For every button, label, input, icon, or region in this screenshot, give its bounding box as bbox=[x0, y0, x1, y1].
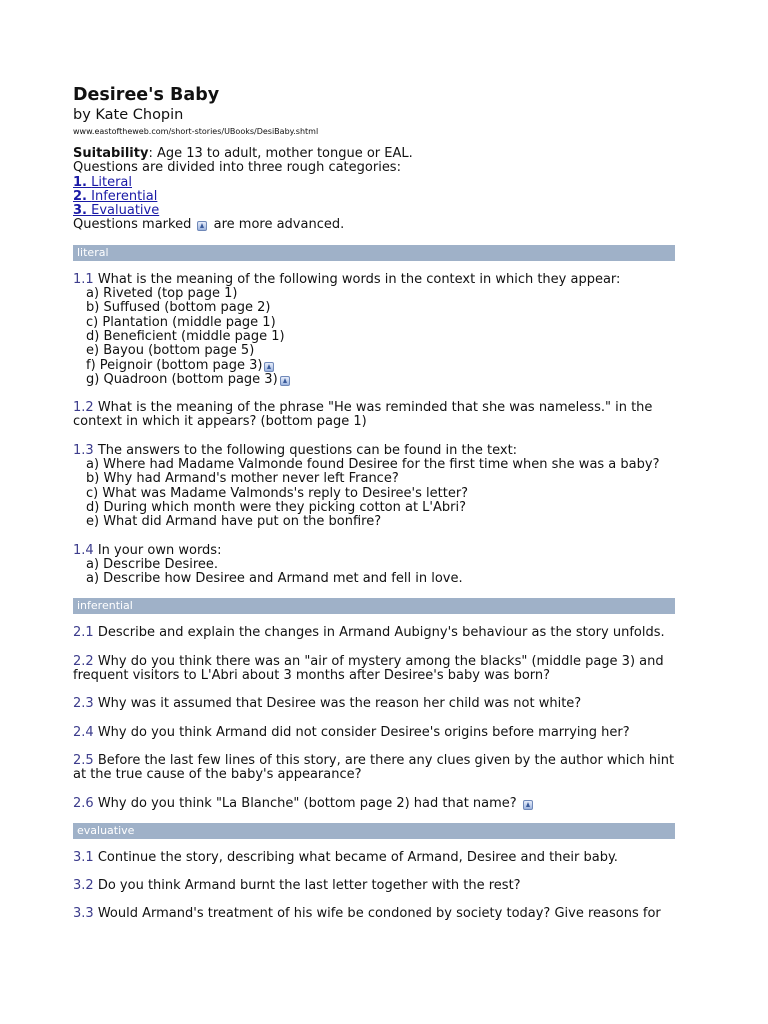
question-text: Why do you think "La Blanche" (bottom page 2) had that name? bbox=[97, 795, 517, 811]
question-text: Do you think Armand burnt the last letter together with the rest? bbox=[97, 878, 521, 894]
category-num: 1. bbox=[73, 174, 87, 190]
sub-item: g) Quadroon (bottom page 3) bbox=[86, 371, 278, 387]
category-link-literal[interactable] bbox=[73, 176, 675, 190]
question-2-5 bbox=[73, 754, 675, 783]
advanced-note-pre: Questions marked bbox=[73, 217, 192, 233]
suitability-text: : Age 13 to adult, mother tongue or EAL. bbox=[148, 146, 413, 161]
category-link-evaluative[interactable] bbox=[73, 204, 675, 218]
advanced-icon bbox=[280, 376, 290, 386]
question-3-3 bbox=[73, 907, 675, 921]
category-num: 3. bbox=[73, 203, 87, 219]
sub-list bbox=[73, 287, 675, 387]
question-2-4 bbox=[73, 726, 675, 740]
question-text: Describe and explain the changes in Armand Aubigny's behaviour as the story unfolds. bbox=[97, 625, 665, 641]
question-number: 3.3 bbox=[73, 906, 94, 922]
section-header-inferential bbox=[73, 598, 675, 614]
sub-item: a) Where had Madame Valmonde found Desiree for the first time when she was a baby? bbox=[86, 457, 660, 473]
sub-item: b) Suffused (bottom page 2) bbox=[86, 300, 271, 316]
sub-item-row bbox=[86, 373, 675, 387]
sub-list bbox=[73, 458, 675, 529]
category-label: Literal bbox=[91, 174, 132, 190]
question-1-1 bbox=[73, 273, 675, 387]
section-title: literal bbox=[77, 245, 109, 259]
question-text: Why was it assumed that Desiree was the reason her child was not white? bbox=[97, 696, 582, 712]
question-number: 2.6 bbox=[73, 795, 94, 811]
category-label: Inferential bbox=[91, 188, 158, 204]
sub-item: d) During which month were they picking cotton at L'Abri? bbox=[86, 499, 467, 515]
document-content bbox=[73, 84, 675, 936]
advanced-icon bbox=[523, 800, 533, 810]
sub-item: e) What did Armand have put on the bonfire? bbox=[86, 514, 382, 530]
source-url: www.eastoftheweb.com/short-stories/UBooks/DesiBaby.shtml bbox=[73, 127, 319, 136]
question-number: 1.3 bbox=[73, 442, 94, 458]
suitability-line bbox=[73, 147, 675, 161]
question-text: Before the last few lines of this story, are there any clues given by the author which hint at the true cause of the baby's appearance? bbox=[73, 752, 675, 783]
question-text: In your own words: bbox=[97, 542, 222, 558]
question-number: 2.2 bbox=[73, 653, 94, 669]
intro-block bbox=[73, 147, 675, 233]
question-number: 1.4 bbox=[73, 542, 94, 558]
category-label: Evaluative bbox=[91, 203, 160, 219]
sub-item: d) Beneficient (middle page 1) bbox=[86, 328, 285, 344]
section-header-evaluative bbox=[73, 823, 675, 839]
sub-item: b) Why had Armand's mother never left France? bbox=[86, 471, 399, 487]
question-text: Would Armand's treatment of his wife be condoned by society today? Give reasons for bbox=[97, 906, 661, 922]
section-title: inferential bbox=[77, 599, 133, 613]
sub-item: f) Peignoir (bottom page 3) bbox=[86, 357, 263, 373]
question-number: 3.1 bbox=[73, 849, 94, 865]
question-text: Why do you think there was an "air of mystery among the blacks" (middle page 3) and frequent visitors to L'Abri about 3 months after Desiree's baby was born? bbox=[73, 653, 664, 684]
question-text: What is the meaning of the phrase "He was reminded that she was nameless." in the context in which it appears? (bottom page 1) bbox=[73, 400, 653, 430]
question-number: 2.1 bbox=[73, 625, 94, 641]
sub-item: e) Bayou (bottom page 5) bbox=[86, 343, 255, 359]
question-2-1 bbox=[73, 626, 675, 640]
category-link-inferential[interactable] bbox=[73, 190, 675, 204]
question-text: Continue the story, describing what became of Armand, Desiree and their baby. bbox=[97, 849, 618, 865]
section-title: evaluative bbox=[77, 823, 135, 837]
question-number: 2.4 bbox=[73, 724, 94, 740]
sub-item: a) Describe Desiree. bbox=[86, 556, 219, 572]
sub-item: c) What was Madame Valmonds's reply to Desiree's letter? bbox=[86, 485, 469, 501]
question-1-4 bbox=[73, 544, 675, 587]
question-number: 3.2 bbox=[73, 878, 94, 894]
advanced-icon bbox=[264, 362, 274, 372]
advanced-icon bbox=[197, 221, 207, 231]
advanced-note-post: are more advanced. bbox=[213, 217, 345, 233]
question-2-6 bbox=[73, 797, 675, 811]
sub-item: c) Plantation (middle page 1) bbox=[86, 314, 276, 330]
story-author: by Kate Chopin bbox=[73, 107, 184, 123]
sub-item: a) Riveted (top page 1) bbox=[86, 286, 238, 302]
question-3-2 bbox=[73, 879, 675, 893]
sub-list bbox=[73, 558, 675, 587]
sub-item: a) Describe how Desiree and Armand met and fell in love. bbox=[86, 571, 463, 587]
suitability-label: Suitability bbox=[73, 146, 149, 161]
section-header-literal bbox=[73, 245, 675, 261]
question-3-1 bbox=[73, 851, 675, 865]
question-number: 2.5 bbox=[73, 752, 94, 768]
question-1-3 bbox=[73, 444, 675, 530]
category-num: 2. bbox=[73, 188, 87, 204]
question-number: 1.2 bbox=[73, 400, 94, 416]
sub-item-row bbox=[86, 359, 675, 373]
question-number: 2.3 bbox=[73, 696, 94, 712]
question-number: 1.1 bbox=[73, 271, 94, 287]
story-title: Desiree's Baby bbox=[73, 85, 220, 105]
categories-intro: Questions are divided into three rough categories: bbox=[73, 160, 401, 176]
question-2-2 bbox=[73, 655, 675, 684]
advanced-note bbox=[73, 218, 675, 232]
question-text: What is the meaning of the following words in the context in which they appear: bbox=[97, 271, 621, 287]
question-text: The answers to the following questions can be found in the text: bbox=[97, 442, 518, 458]
question-2-3 bbox=[73, 697, 675, 711]
question-1-2 bbox=[73, 401, 675, 430]
question-text: Why do you think Armand did not consider Desiree's origins before marrying her? bbox=[97, 724, 630, 740]
